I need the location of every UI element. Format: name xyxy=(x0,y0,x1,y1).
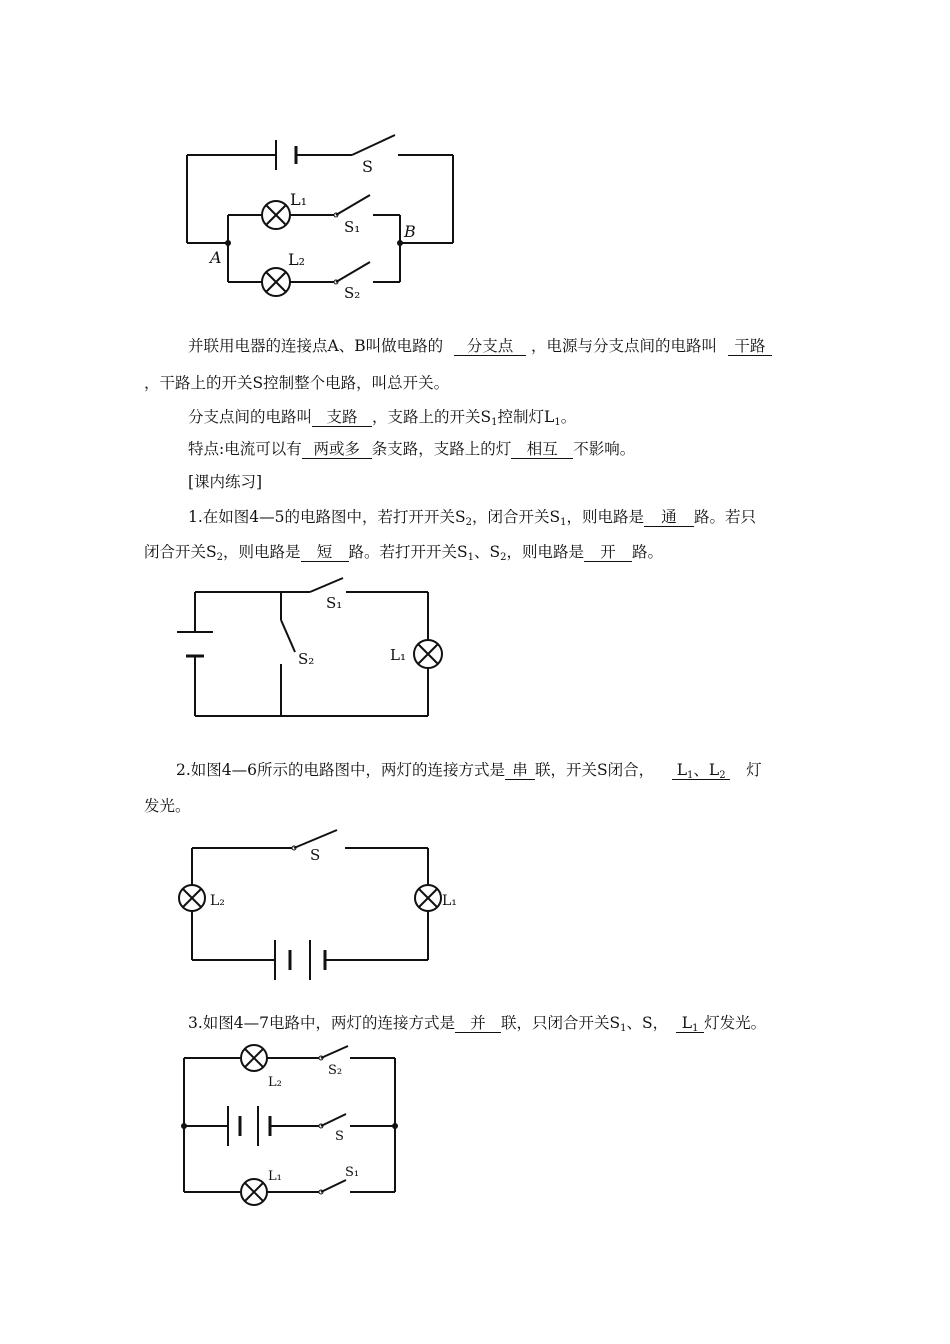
answer-blank: 两或多 xyxy=(302,440,372,459)
answer-blank: 并 xyxy=(455,1014,501,1033)
answer-blank: 开 xyxy=(584,543,632,562)
label-b: B xyxy=(404,222,416,241)
section-title: [课内练习] xyxy=(188,473,263,491)
label-a: A xyxy=(210,248,222,267)
paragraph-2: 分支点间的电路叫 支路 ，支路上的开关$S_1$控制灯$L_1$。 xyxy=(188,408,577,428)
label-l2: L₂ xyxy=(210,893,225,909)
label-l1: L₁ xyxy=(290,190,308,209)
switch-s1 xyxy=(321,1180,346,1192)
question-2-line-2: 发光。 xyxy=(144,797,191,815)
paragraph-3: 特点:电流可以有 两或多 条支路，支路上的灯 相互 不影响。 xyxy=(188,440,636,458)
answer-blank: 干路 xyxy=(728,337,772,356)
paragraph-1-line-2: ，干路上的开关S控制整个电路，叫总开关。 xyxy=(144,374,450,392)
label-s2: S₂ xyxy=(298,650,315,668)
label-s2: S₂ xyxy=(328,1063,343,1078)
label-l1: L₁ xyxy=(390,646,406,664)
label-s1: S₁ xyxy=(344,218,361,236)
question-3: 3.如图4—7电路中，两灯的连接方式是 并 联，只闭合开关$S_1$、S， $L_1$ 灯发光。 xyxy=(188,1014,767,1034)
label-l2: L₂ xyxy=(268,1075,282,1090)
question-2-line-1: 2.如图4—6所示的电路图中，两灯的连接方式是 串 联，开关S闭合， $L_1$、$L_2$ 灯 xyxy=(176,761,762,781)
label-s2: S₂ xyxy=(344,284,361,302)
label-s: S xyxy=(310,846,321,864)
label-l1: L₁ xyxy=(268,1169,282,1184)
switch-s xyxy=(321,1114,346,1126)
paragraph-1-line-1: 并联用电器的连接点A、B叫做电路的 分支点 ，电源与分支点间的电路叫 干路 xyxy=(188,336,772,356)
lamp-l1 xyxy=(241,1179,267,1205)
answer-blank: $L_1$ xyxy=(676,1014,704,1033)
label-s1: S₁ xyxy=(326,594,343,612)
label-s1: S₁ xyxy=(345,1165,360,1180)
question-1-line-1: 1.在如图4—5的电路图中，若打开开关$S_2$，闭合开关$S_1$，则电路是 通 路。若只 xyxy=(188,508,757,528)
answer-blank: 支路 xyxy=(312,408,372,427)
answer-blank: 串 xyxy=(505,761,535,780)
label-s: S xyxy=(335,1129,344,1144)
question-1-line-2: 闭合开关$S_2$，则电路是 短 路。若打开开关$S_1$、$S_2$，则电路是 开 路。 xyxy=(144,543,664,563)
switch-s2 xyxy=(321,1046,348,1058)
answer-blank: 相互 xyxy=(511,440,573,459)
answer-blank: 通 xyxy=(644,508,694,527)
answer-blank: 分支点 xyxy=(454,337,526,356)
answer-blank: $L_1$、$L_2$ xyxy=(672,761,730,780)
label-l1: L₁ xyxy=(442,893,457,909)
label-s: S xyxy=(362,157,373,176)
answer-blank: 短 xyxy=(301,543,349,562)
label-l2: L₂ xyxy=(288,250,306,269)
lamp-l2 xyxy=(241,1045,267,1071)
